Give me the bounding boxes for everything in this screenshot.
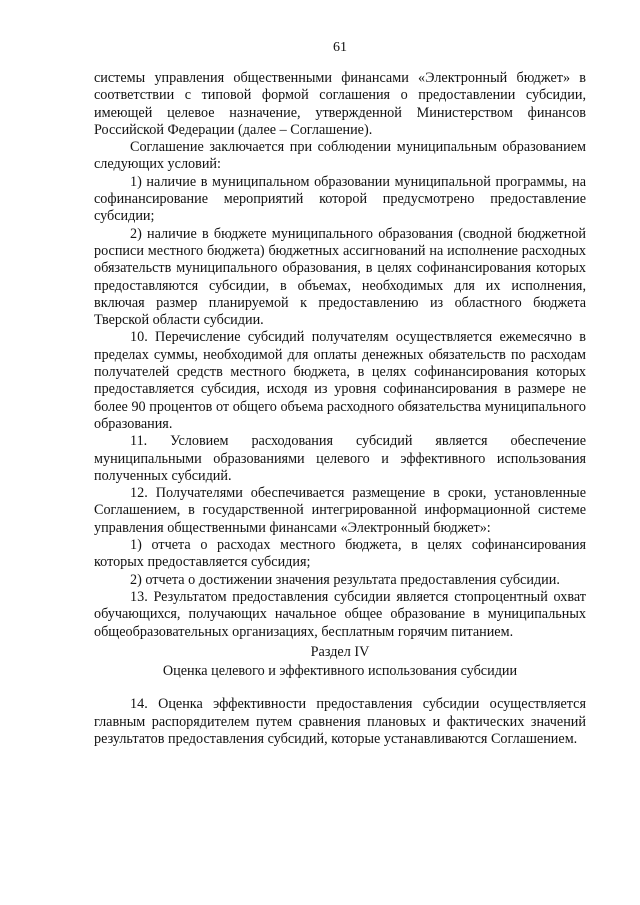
page-number: 61 (333, 40, 347, 55)
clause-13: 13. Результатом предоставления субсидии является стопроцентный охват обучающихся, получающих начальное общее образование в муниципальных общеобразовательных организациях, бесплатным горячим питанием. (94, 588, 586, 640)
paragraph-continuation: системы управления общественными финансами «Электронный бюджет» в соответствии с типовой формой соглашения о предоставлении субсидии, имеющей целевое назначение, утвержденной Министерством финансов Российской Федерации (далее – Соглашение). (94, 70, 586, 138)
paragraph-agreement-conditions: Соглашение заключается при соблюдении муниципальным образованием следующих условий: (94, 139, 586, 173)
clause-10: 10. Перечисление субсидий получателям осуществляется ежемесячно в пределах суммы, необходимой для оплаты денежных обязательств по расходам получателей средств местного бюджета, в целях софинансирования которых предоставляется субсидия, исходя из уровня софинансирования в размере не более 90 процентов от общего объема расходного обязательства муниципального образования. (94, 329, 586, 432)
condition-item-1: 1) наличие в муниципальном образовании муниципальной программы, на софинансирование мероприятий которой предусмотрено предоставление субсидии; (94, 173, 586, 225)
clause-12: 12. Получателями обеспечивается размещение в сроки, установленные Соглашением, в государственной интегрированной информационной системе управления общественными финансами «Электронный бюджет»: (94, 485, 586, 536)
condition-item-2: 2) наличие в бюджете муниципального образования (сводной бюджетной росписи местного бюджета) бюджетных ассигнований на исполнение расходных обязательств муниципального образования, в целях софинансирования которых предоставляются субсидии, в объемах, необходимых для их исполнения, включая размер планируемой к предоставлению из областного бюджета Тверской области субсидии. (94, 225, 586, 329)
clause-11: 11. Условием расходования субсидий является обеспечение муниципальными образованиями целевого и эффективного использования полученных субсидий. (94, 433, 586, 484)
report-item-2: 2) отчета о достижении значения результата предоставления субсидии. (130, 571, 560, 588)
document-body (94, 70, 586, 748)
section-title: Раздел IV (310, 643, 370, 660)
clause-14: 14. Оценка эффективности предоставления субсидии осуществляется главным распорядителем путем сравнения плановых и фактических значений результатов предоставления субсидий, которые устанавливаются Соглашением. (94, 696, 586, 747)
section-subtitle: Оценка целевого и эффективного использования субсидии (162, 663, 518, 680)
report-item-1: 1) отчета о расходах местного бюджета, в целях софинансирования которых предоставляется субсидия; (94, 537, 586, 571)
